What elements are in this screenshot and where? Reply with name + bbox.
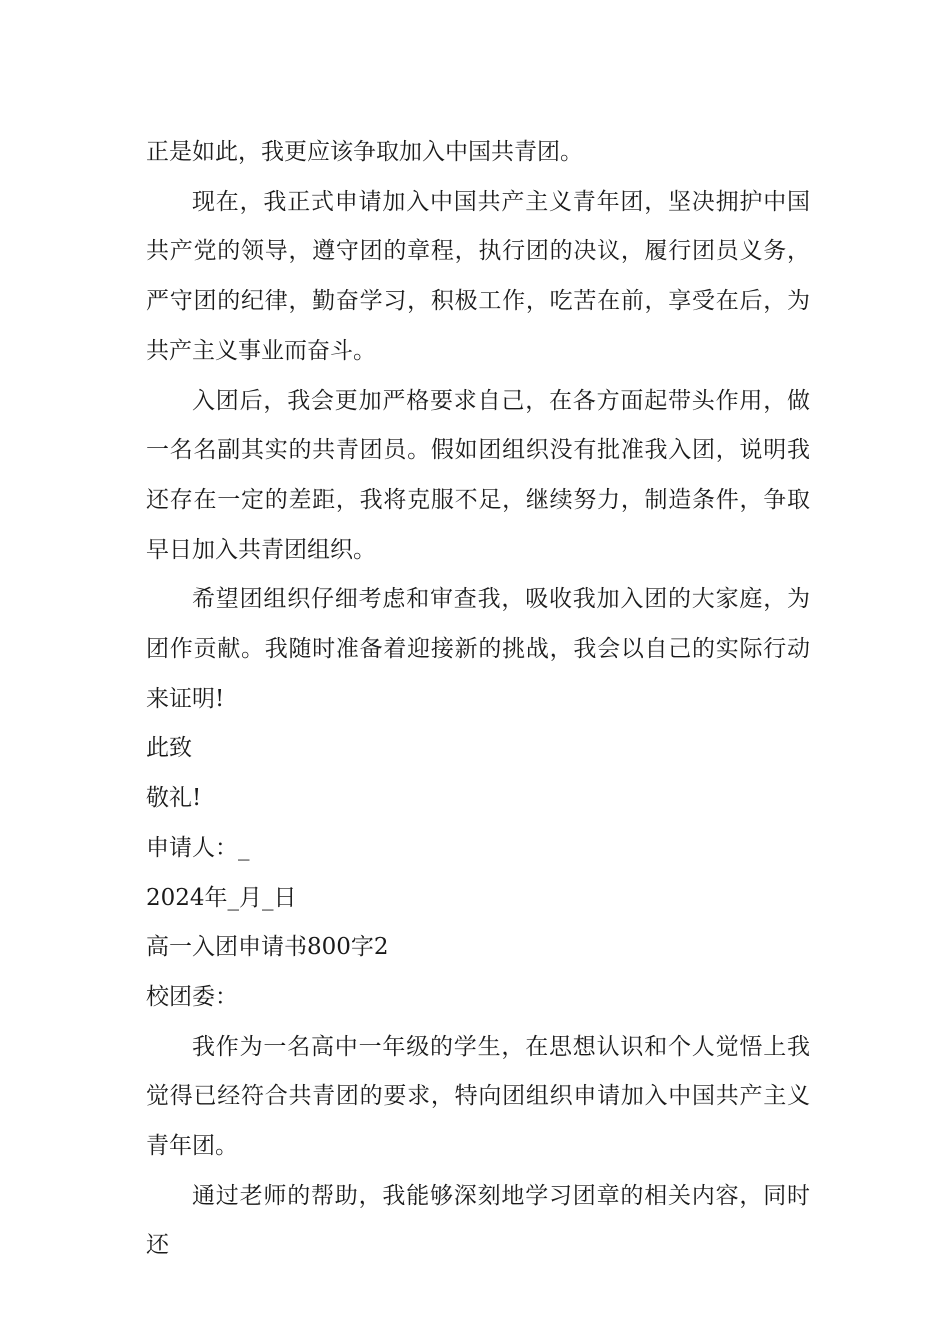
paragraph-introduction: 我作为一名高中一年级的学生，在思想认识和个人觉悟上我觉得已经符合共青团的要求，特向团组织申请加入中国共产主义青年团。 bbox=[146, 1033, 810, 1160]
closing-regards: 敬礼! bbox=[146, 785, 202, 812]
applicant-line: 申请人：_ bbox=[146, 834, 250, 861]
paragraph-application-statement: 现在，我正式申请加入中国共产主义青年团，坚决拥护中国共产党的领导，遵守团的章程，执行团的决议，履行团员义务，严守团的纪律，勤奋学习，积极工作，吃苦在前，享受在后，为共产主义事业而奋斗。 bbox=[146, 188, 810, 364]
date-line: 2024年_月_日 bbox=[146, 884, 297, 911]
closing-salutation: 此致 bbox=[146, 735, 192, 762]
document-body bbox=[146, 128, 810, 1271]
addressee-line: 校团委： bbox=[146, 983, 238, 1010]
paragraph-teacher-help: 通过老师的帮助，我能够深刻地学习团章的相关内容，同时还 bbox=[146, 1182, 810, 1259]
paragraph-continuation: 正是如此，我更应该争取加入中国共青团。 bbox=[146, 139, 583, 165]
section-title: 高一入团申请书800字2 bbox=[146, 934, 389, 961]
paragraph-after-joining: 入团后，我会更加严格要求自己，在各方面起带头作用，做一名名副其实的共青团员。假如团组织没有批准我入团，说明我还存在一定的差距，我将克服不足，继续努力，制造条件，争取早日加入共青团组织。 bbox=[146, 387, 810, 563]
paragraph-hope: 希望团组织仔细考虑和审查我，吸收我加入团的大家庭，为团作贡献。我随时准备着迎接新的挑战，我会以自己的实际行动来证明! bbox=[146, 586, 810, 712]
